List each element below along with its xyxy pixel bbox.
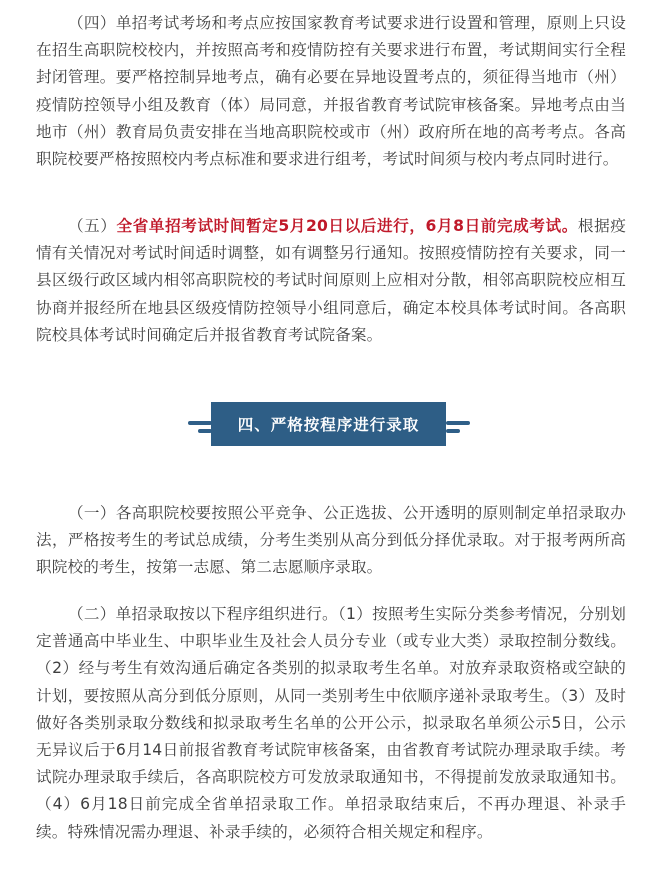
heading-right-decoration-line-short [446,429,460,433]
heading-left-decoration-line-short [198,429,212,433]
paragraph-admission-procedure: （二）单招录取按以下程序组织进行。（1）按照考生实际分类参考情况，分别划定普通高中毕业生、中职毕业生及社会人员分专业（或专业大类）录取控制分数线。（2）经与考生有效沟通后确定各类别的拟录取考生名单。对放弃录取资格或空缺的计划，要按照从高分到低分原则，从同一类别考生中依顺序递补录取考生。（3）及时做好各类别录取分数线和拟录取考生名单的公开公示，拟录取名单须公示5日，公示无异议后于6月14日前报省教育考试院审核备案，由省教育考试院办理录取手续。考试院办理录取手续后，各高职院校方可发放录取通知书，不得提前发放录取通知书。（4）6月18日前完成全省单招录取工作。单招录取结束后，不再办理退、补录手续。特殊情况需办理退、补录手续的，必须符合相关规定和程序。 [36,605,626,841]
paragraph-exam-site-management: （四）单招考试考场和考点应按国家教育考试要求进行设置和管理，原则上只设在招生高职院校校内，并按照高考和疫情防控有关要求进行布置，考试期间实行全程封闭管理。要严格控制异地考点，确有必要在异地设置考点的，须征得当地市（州）疫情防控领导小组及教育（体）局同意，并报省教育考试院审核备案。异地考点由当地市（州）教育局负责安排在当地高职院校或市（州）政府所在地的高考考点。各高职院校要严格按照校内考点标准和要求进行组考，考试时间须与校内考点同时进行。 [36,14,626,169]
exam-date-highlight: 全省单招考试时间暂定5月20日以后进行，6月8日前完成考试。 [116,217,578,235]
heading-right-decoration-line [446,421,470,425]
paragraph-admission-principles: （一）各高职院校要按照公平竞争、公正选拔、公开透明的原则制定单招录取办法，严格按考生的考试总成绩，分考生类别从高分到低分择优录取。对于报考两所高职院校的考生，按第一志愿、第二志愿顺序录取。 [36,504,626,577]
section-heading-title: 四、严格按程序进行录取 [211,402,446,446]
section-heading-banner [0,396,658,452]
paragraph-exam-schedule-rest: 根据疫情有关情况对考试时间适时调整，如有调整另行通知。按照疫情防控有关要求，同一县区级行政区域内相邻高职院校的考试时间原则上应相对分散，相邻高职院校应相互协商并报经所在地县区级疫情防控领导小组同意后，确定本校具体考试时间。各高职院校具体考试时间确定后并报省教育考试院备案。 [36,217,627,344]
heading-left-decoration-line [188,421,212,425]
paragraph-exam-schedule-prefix: （五） [67,217,117,235]
paragraph-exam-schedule [36,213,626,349]
